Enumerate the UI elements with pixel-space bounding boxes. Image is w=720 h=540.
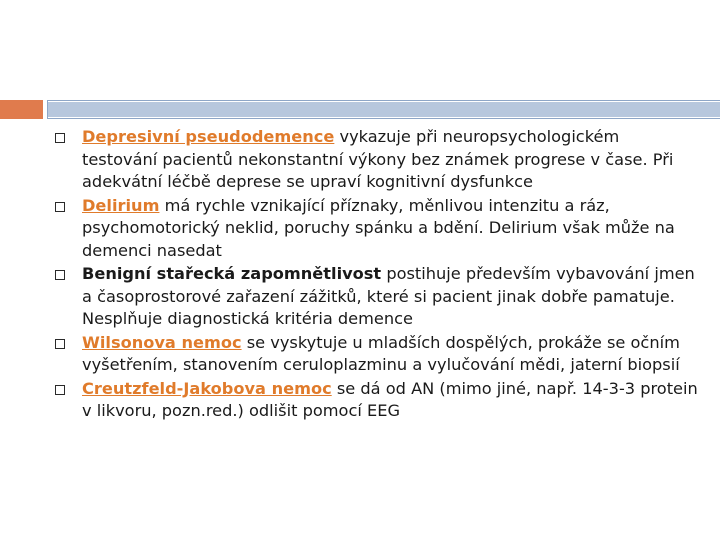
term-link[interactable]: Delirium: [82, 195, 160, 215]
title-accent-bar-bottom-border: [47, 118, 720, 119]
title-accent-bar: [47, 102, 720, 117]
item-text: se dá od AN (mimo jiné, např. 14-3-3 protein v likvoru, pozn.red.) odlišit pomocí EEG: [82, 378, 698, 420]
square-bullet-icon: [55, 133, 65, 143]
list-item: [48, 332, 698, 377]
list-item: [48, 195, 698, 263]
slide-body: [48, 126, 698, 424]
term-link[interactable]: Wilsonova nemoc: [82, 332, 242, 352]
title-accent-bar-left-border: [47, 100, 48, 119]
square-bullet-icon: [55, 202, 65, 212]
term-link[interactable]: Depresivní pseudodemence: [82, 127, 335, 146]
item-text: se vyskytuje u mladších dospělých, prokáže se očním vyšetřením, stanovením ceruloplazminu a vylučování mědi, jaterní biopsií: [82, 332, 680, 374]
bullet-list: [48, 126, 698, 423]
item-text: postihuje především vybavování jmen a časoprostorové zařazení zážitků, které si pacient jinak dobře pamatuje. Nesplňuje diagnostická kritéria demence: [82, 264, 695, 328]
square-bullet-icon: [55, 385, 65, 395]
square-bullet-icon: [55, 270, 65, 280]
square-bullet-icon: [55, 339, 65, 349]
item-text: vykazuje při neuropsychologickém testování pacientů nekonstantní výkony bez známek progrese v čase. Při adekvátní léčbě deprese se upraví kognitivní dysfunkce: [82, 127, 674, 191]
title-accent-bar-top-border: [47, 100, 720, 101]
list-item: [48, 126, 698, 194]
term-bold: Benigní stařecká zapomnětlivost: [82, 264, 382, 283]
list-item: [48, 378, 698, 423]
term-link[interactable]: Creutzfeld-Jakobova nemoc: [82, 378, 332, 398]
list-item: [48, 263, 698, 331]
item-text: má rychle vznikající příznaky, měnlivou intenzitu a ráz, psychomotorický neklid, poruchy spánku a bdění. Delirium však může na demenci nasedat: [82, 195, 675, 260]
accent-orange-block: [0, 100, 43, 119]
